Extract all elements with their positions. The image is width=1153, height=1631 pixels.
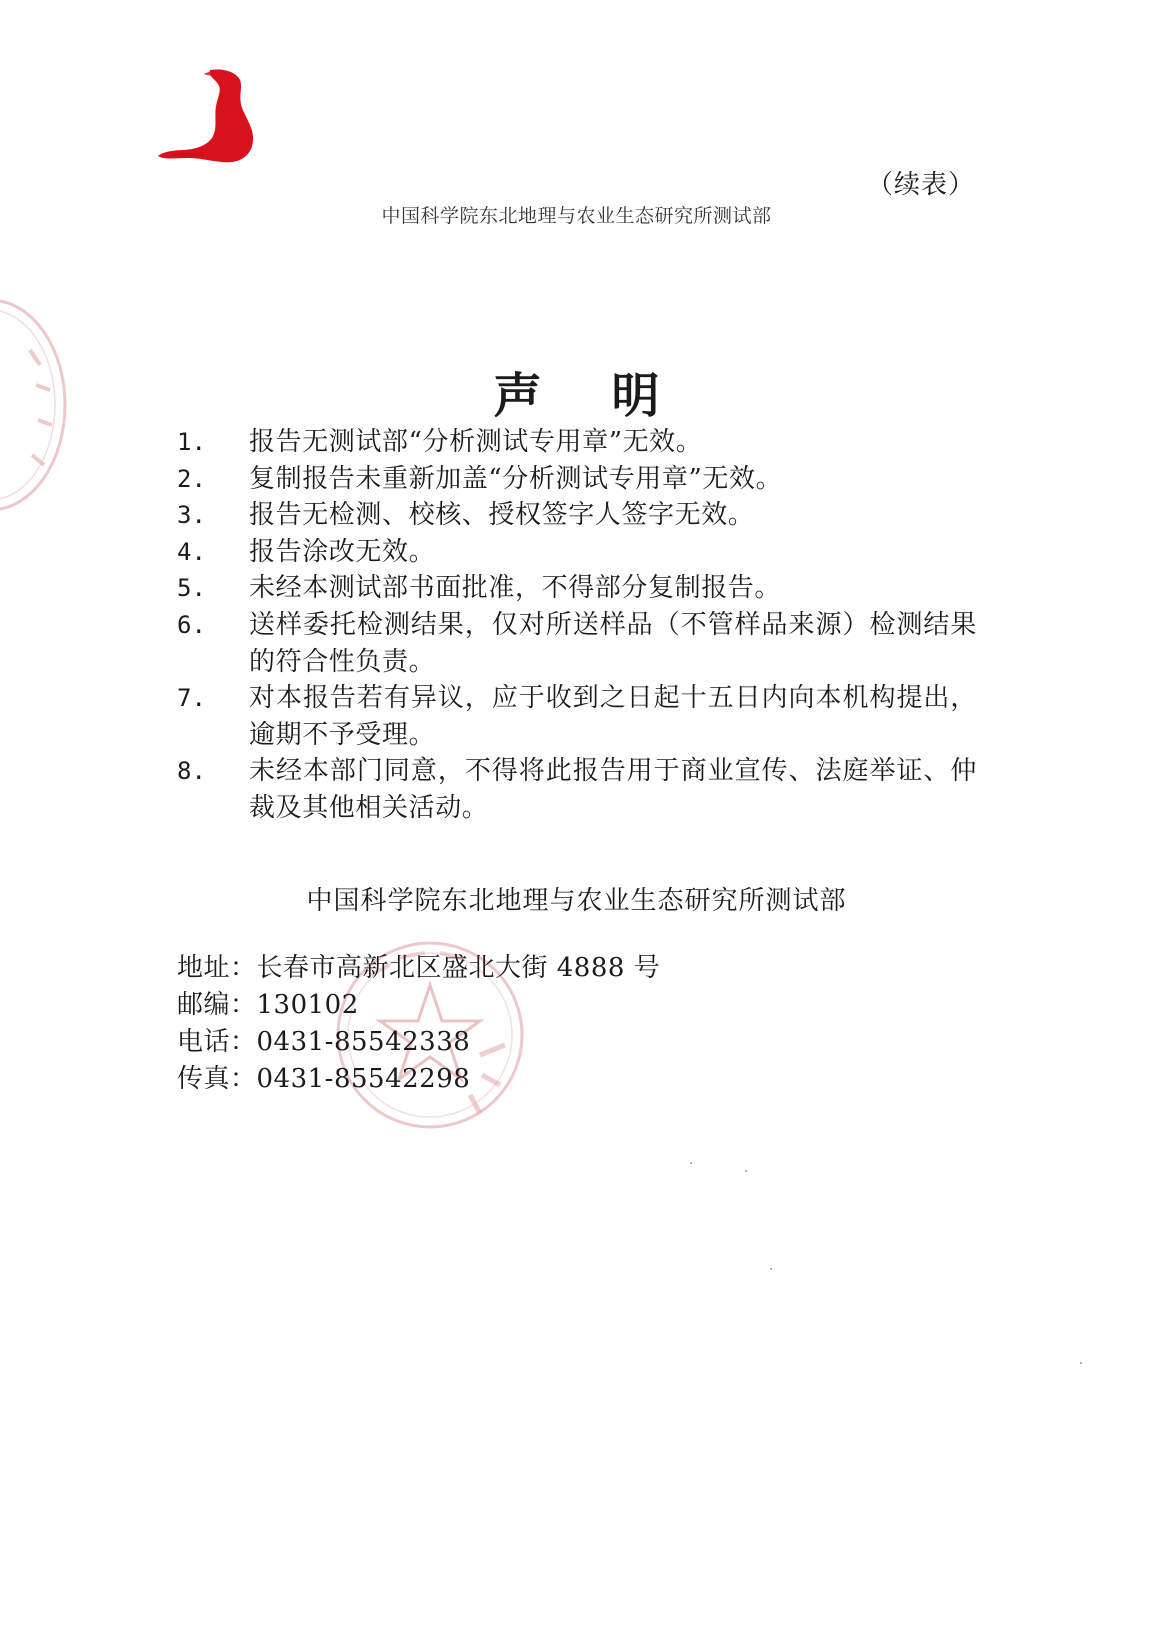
list-item [177, 534, 977, 571]
scan-speck [1080, 1362, 1082, 1364]
list-item [177, 680, 977, 753]
list-item [177, 424, 977, 461]
list-item [177, 497, 977, 534]
title-char-1: 声 [493, 368, 542, 424]
item-number: 1. [177, 428, 206, 456]
scan-speck [770, 1268, 772, 1270]
list-item [177, 607, 977, 680]
item-text: 送样委托检测结果，仅对所送样品（不管样品来源）检测结果的符合性负责。 [249, 609, 977, 677]
page-title [0, 357, 1153, 426]
header-organization: 中国科学院东北地理与农业生态研究所测试部 [381, 205, 772, 227]
statement-list [177, 424, 977, 827]
continued-label: （续表） [866, 170, 975, 200]
contact-phone: 电话：0431-85542338 [177, 1027, 471, 1057]
scan-speck [690, 1162, 692, 1164]
item-text: 对本报告若有异议，应于收到之日起十五日内向本机构提出，逾期不予受理。 [249, 683, 977, 750]
item-number: 5. [177, 574, 206, 603]
item-number: 6. [177, 610, 206, 639]
item-text: 未经本部门同意，不得将此报告用于商业宣传、法庭举证、仲裁及其他相关活动。 [249, 756, 977, 823]
seal-fragment-mark [150, 66, 270, 176]
item-number: 2. [177, 464, 206, 493]
item-text: 报告涂改无效。 [249, 536, 436, 567]
footer-organization: 中国科学院东北地理与农业生态研究所测试部 [306, 886, 847, 916]
title-char-2: 明 [611, 368, 660, 424]
item-text: 复制报告未重新加盖“分析测试专用章”无效。 [249, 463, 783, 494]
item-text: 未经本测试部书面批准，不得部分复制报告。 [249, 573, 782, 604]
contact-fax: 传真：0431-85542298 [177, 1064, 471, 1094]
item-text: 报告无检测、校核、授权签字人签字无效。 [249, 500, 755, 531]
contact-postcode: 邮编：130102 [177, 990, 359, 1020]
item-number: 3. [177, 501, 206, 530]
item-number: 7. [177, 684, 206, 713]
contact-address: 地址：长春市高新北区盛北大街 4888 号 [177, 953, 661, 983]
item-number: 4. [177, 537, 206, 566]
list-item [177, 461, 977, 498]
item-number: 8. [177, 757, 206, 786]
contact-info [177, 950, 660, 1098]
list-item [177, 570, 977, 607]
list-item [177, 753, 977, 826]
item-text: 报告无测试部“分析测试专用章”无效。 [249, 427, 703, 457]
scan-speck [745, 1170, 747, 1172]
